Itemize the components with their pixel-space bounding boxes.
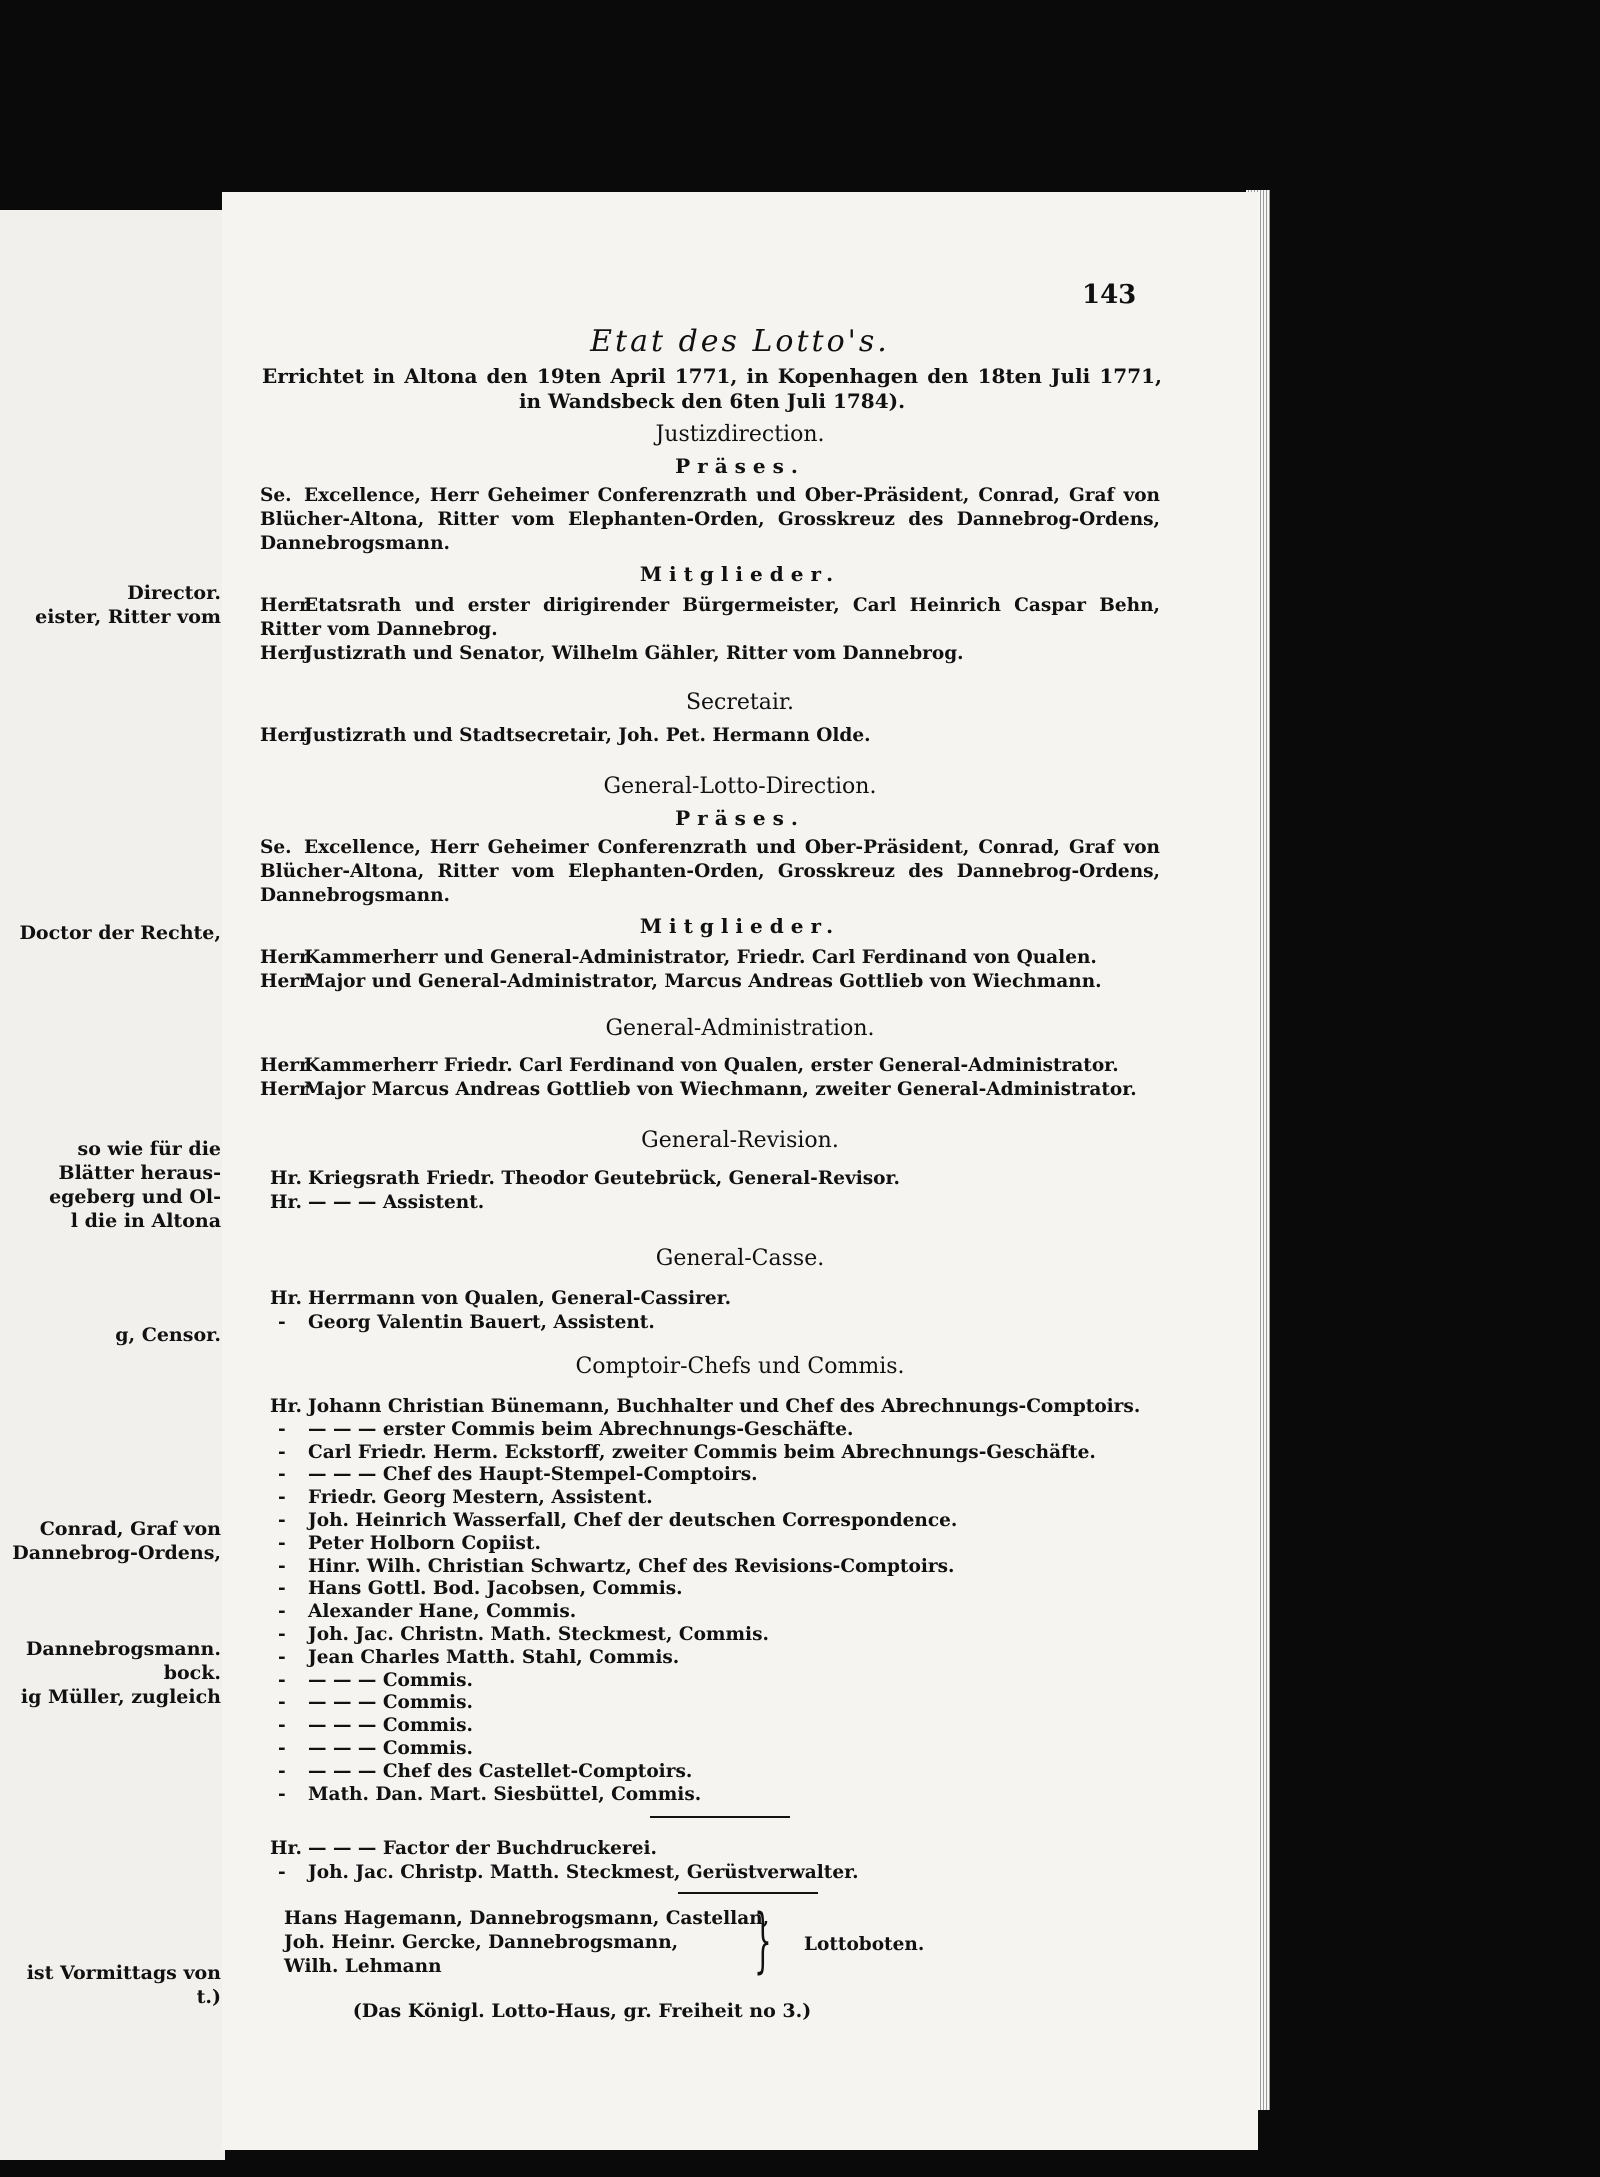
entry-text: Kriegsrath Friedr. Theodor Geutebrück, General-Revisor.: [308, 1168, 900, 1189]
entry-text: Etatsrath und erster dirigirender Bürgermeister, Carl Heinrich Caspar Behn, Ritter vom Dannebrog.: [260, 595, 1160, 640]
comptoir-row: [270, 1761, 1170, 1784]
revision-entry: [270, 1192, 1170, 1215]
justiz-secretair-entry: [260, 724, 1160, 748]
entry-text: Peter Holborn Copiist.: [308, 1532, 541, 1554]
boten-line: Hans Hagemann, Dannebrogsmann, Castellan,: [284, 1908, 770, 1929]
praeses-label: Präses.: [675, 454, 805, 478]
entry-prefix: Herr: [260, 1079, 309, 1100]
left-fragment: eister, Ritter vom: [35, 606, 221, 628]
entry-prefix: -: [278, 1783, 286, 1805]
entry-prefix: -: [278, 1464, 286, 1486]
comptoir-row: [270, 1487, 1170, 1510]
casse-entry: [270, 1312, 1170, 1335]
curly-brace-icon: }: [754, 1899, 772, 1981]
justiz-member-entry: [260, 642, 1160, 666]
entry-prefix: -: [278, 1646, 286, 1668]
left-fragment: bock.: [163, 1662, 221, 1684]
entry-prefix: Se.: [260, 837, 292, 858]
page-number: 143: [1082, 280, 1137, 310]
entry-text: Joh. Heinrich Wasserfall, Chef der deutschen Correspondence.: [308, 1510, 958, 1531]
left-fragment: t.): [196, 1986, 221, 2008]
left-page-fragment: [0, 210, 225, 2160]
entry-text: Carl Friedr. Herm. Eckstorff, zweiter Commis beim Abrechnungs-Geschäfte.: [308, 1441, 1096, 1463]
left-fragment: Blätter heraus-: [58, 1162, 221, 1184]
boten-line: Wilh. Lehmann: [284, 1956, 442, 1977]
section-heading-general-lotto: General-Lotto-Direction.: [603, 774, 877, 799]
entry-text: Joh. Jac. Christn. Math. Steckmest, Commis.: [308, 1624, 769, 1645]
comptoir-row: [270, 1464, 1170, 1487]
boten-line: Joh. Heinr. Gercke, Dannebrogsmann,: [284, 1932, 679, 1953]
entry-text: — — — Factor der Buchdruckerei.: [308, 1838, 657, 1859]
entry-prefix: -: [278, 1555, 286, 1577]
lotto-member-entry: [260, 970, 1160, 994]
entry-prefix: Hr.: [270, 1396, 302, 1417]
entry-text: Justizrath und Stadtsecretair, Joh. Pet. Hermann Olde.: [304, 725, 871, 746]
entry-prefix: Hr.: [270, 1192, 302, 1213]
lotto-member-entry: [260, 946, 1160, 970]
entry-text: — — — Chef des Castellet-Comptoirs.: [308, 1760, 693, 1782]
entry-prefix: -: [278, 1862, 286, 1883]
druckerei-entry: [270, 1862, 1170, 1885]
justiz-member-entry: [260, 594, 1160, 642]
document-page: [222, 192, 1258, 2150]
entry-prefix: -: [278, 1510, 286, 1531]
comptoir-row: [270, 1419, 1170, 1442]
entry-text: Justizrath und Senator, Wilhelm Gähler, Ritter vom Dannebrog.: [304, 643, 964, 664]
praeses-label: Präses.: [675, 806, 805, 830]
entry-prefix: Hr.: [270, 1288, 302, 1309]
entry-prefix: Herr: [260, 1055, 309, 1076]
section-divider: [650, 1816, 790, 1818]
comptoir-row: [270, 1533, 1170, 1556]
comptoir-row: [270, 1578, 1170, 1601]
entry-text: Joh. Jac. Christp. Matth. Steckmest, Gerüstverwalter.: [308, 1862, 859, 1883]
entry-prefix: Se.: [260, 485, 292, 506]
comptoir-row: [270, 1442, 1170, 1465]
entry-text: Hinr. Wilh. Christian Schwartz, Chef des Revisions-Comptoirs.: [308, 1555, 955, 1577]
lotto-praeses-entry: [260, 836, 1160, 908]
entry-prefix: -: [278, 1312, 286, 1333]
left-fragment: Dannebrogsmann.: [25, 1638, 221, 1660]
entry-text: — — — Chef des Haupt-Stempel-Comptoirs.: [308, 1464, 758, 1486]
secretair-label: Secretair.: [685, 690, 795, 715]
entry-prefix: Herr: [260, 725, 309, 746]
entry-text: Excellence, Herr Geheimer Conferenzrath und Ober-Präsident, Conrad, Graf von Blücher-Altona, Ritter vom Elephanten-Orden, Grosskreuz des Dannebrog-Ordens, Dannebrogsmann.: [260, 485, 1160, 554]
left-fragment: Director.: [127, 582, 221, 604]
left-fragment: ig Müller, zugleich: [20, 1686, 221, 1708]
entry-prefix: Herr: [260, 947, 309, 968]
entry-prefix: Herr: [260, 643, 309, 664]
left-fragment: l die in Altona: [70, 1210, 221, 1232]
comptoir-row: [270, 1556, 1170, 1579]
comptoir-row: [270, 1396, 1170, 1419]
entry-text: Herrmann von Qualen, General-Cassirer.: [308, 1288, 732, 1309]
section-heading-comptoir: Comptoir-Chefs und Commis.: [575, 1354, 905, 1379]
comptoir-row: [270, 1624, 1170, 1647]
section-heading-general-admin: General-Administration.: [605, 1016, 875, 1041]
entry-text: Major und General-Administrator, Marcus Andreas Gottlieb von Wiechmann.: [304, 971, 1102, 992]
admin-entry: [260, 1054, 1160, 1078]
entry-prefix: -: [278, 1692, 286, 1714]
section-heading-general-revision: General-Revision.: [641, 1128, 839, 1153]
druckerei-entry: [270, 1838, 1170, 1861]
entry-text: Friedr. Georg Mestern, Assistent.: [308, 1487, 653, 1509]
left-fragment: Doctor der Rechte,: [19, 922, 221, 944]
entry-text: Alexander Hane, Commis.: [308, 1601, 577, 1623]
left-fragment: g, Censor.: [115, 1324, 221, 1346]
section-divider: [678, 1892, 818, 1894]
casse-entry: [270, 1288, 1170, 1311]
section-heading-general-casse: General-Casse.: [655, 1246, 825, 1271]
entry-text: — — — Assistent.: [308, 1192, 485, 1213]
entry-text: Hans Gottl. Bod. Jacobsen, Commis.: [308, 1578, 683, 1600]
left-fragment: ist Vormittags von: [26, 1962, 221, 1984]
comptoir-row: [270, 1692, 1170, 1715]
entry-text: — — — Commis.: [308, 1715, 473, 1737]
entry-prefix: -: [278, 1418, 286, 1440]
entry-prefix: -: [278, 1441, 286, 1463]
entry-prefix: -: [278, 1760, 286, 1782]
left-fragment: egeberg und Ol-: [49, 1186, 221, 1208]
entry-prefix: -: [278, 1487, 286, 1509]
entry-text: — — — Commis.: [308, 1692, 473, 1714]
entry-prefix: -: [278, 1578, 286, 1600]
entry-prefix: -: [278, 1601, 286, 1623]
left-fragment: Dannebrog-Ordens,: [12, 1542, 221, 1564]
page-footer: (Das Königl. Lotto-Haus, gr. Freiheit no 3.): [352, 2000, 812, 2022]
entry-prefix: -: [278, 1715, 286, 1737]
entry-text: Excellence, Herr Geheimer Conferenzrath und Ober-Präsident, Conrad, Graf von Blücher-Altona, Ritter vom Elephanten-Orden, Grosskreuz des Dannebrog-Ordens, Dannebrogsmann.: [260, 837, 1160, 906]
boten-list: [284, 1907, 769, 1979]
entry-prefix: -: [278, 1532, 286, 1554]
entry-text: — — — Commis.: [308, 1738, 473, 1759]
comptoir-row: [270, 1647, 1170, 1670]
comptoir-row: [270, 1670, 1170, 1693]
entry-text: — — — erster Commis beim Abrechnungs-Geschäfte.: [308, 1418, 854, 1440]
left-fragment: Conrad, Graf von: [39, 1518, 221, 1540]
admin-entry: [260, 1078, 1160, 1102]
entry-prefix: -: [278, 1624, 286, 1645]
comptoir-row: [270, 1784, 1170, 1807]
page-title: Etat des Lotto's.: [590, 324, 890, 359]
entry-text: — — — Commis.: [308, 1669, 473, 1691]
boten-label: Lottoboten.: [804, 1934, 925, 1955]
entry-text: Major Marcus Andreas Gottlieb von Wiechmann, zweiter General-Administrator.: [304, 1079, 1137, 1100]
left-fragment: so wie für die: [77, 1138, 221, 1160]
entry-prefix: -: [278, 1738, 286, 1759]
entry-text: Kammerherr und General-Administrator, Friedr. Carl Ferdinand von Qualen.: [304, 947, 1097, 968]
revision-entry: [270, 1168, 1170, 1191]
page-subtitle: Errichtet in Altona den 19ten April 1771, in Kopenhagen den 18ten Juli 1771, in Wandsbeck den 6ten Juli 1784).: [262, 364, 1162, 413]
entry-prefix: Herr: [260, 971, 309, 992]
entry-prefix: -: [278, 1669, 286, 1691]
mitglieder-label: Mitglieder.: [639, 914, 841, 938]
comptoir-row: [270, 1738, 1170, 1761]
entry-text: Kammerherr Friedr. Carl Ferdinand von Qualen, erster General-Administrator.: [304, 1055, 1119, 1076]
comptoir-row: [270, 1715, 1170, 1738]
entry-text: Math. Dan. Mart. Siesbüttel, Commis.: [308, 1783, 702, 1805]
entry-text: Georg Valentin Bauert, Assistent.: [308, 1312, 655, 1333]
section-heading-justiz: Justizdirection.: [655, 422, 825, 447]
mitglieder-label: Mitglieder.: [639, 562, 841, 586]
entry-prefix: Hr.: [270, 1838, 302, 1859]
entry-prefix: Hr.: [270, 1168, 302, 1189]
justiz-praeses-entry: [260, 484, 1160, 556]
entry-text: Johann Christian Bünemann, Buchhalter und Chef des Abrechnungs-Comptoirs.: [308, 1396, 1141, 1417]
comptoir-row: [270, 1510, 1170, 1533]
entry-prefix: Herr: [260, 595, 309, 616]
entry-text: Jean Charles Matth. Stahl, Commis.: [308, 1646, 680, 1668]
comptoir-row: [270, 1601, 1170, 1624]
